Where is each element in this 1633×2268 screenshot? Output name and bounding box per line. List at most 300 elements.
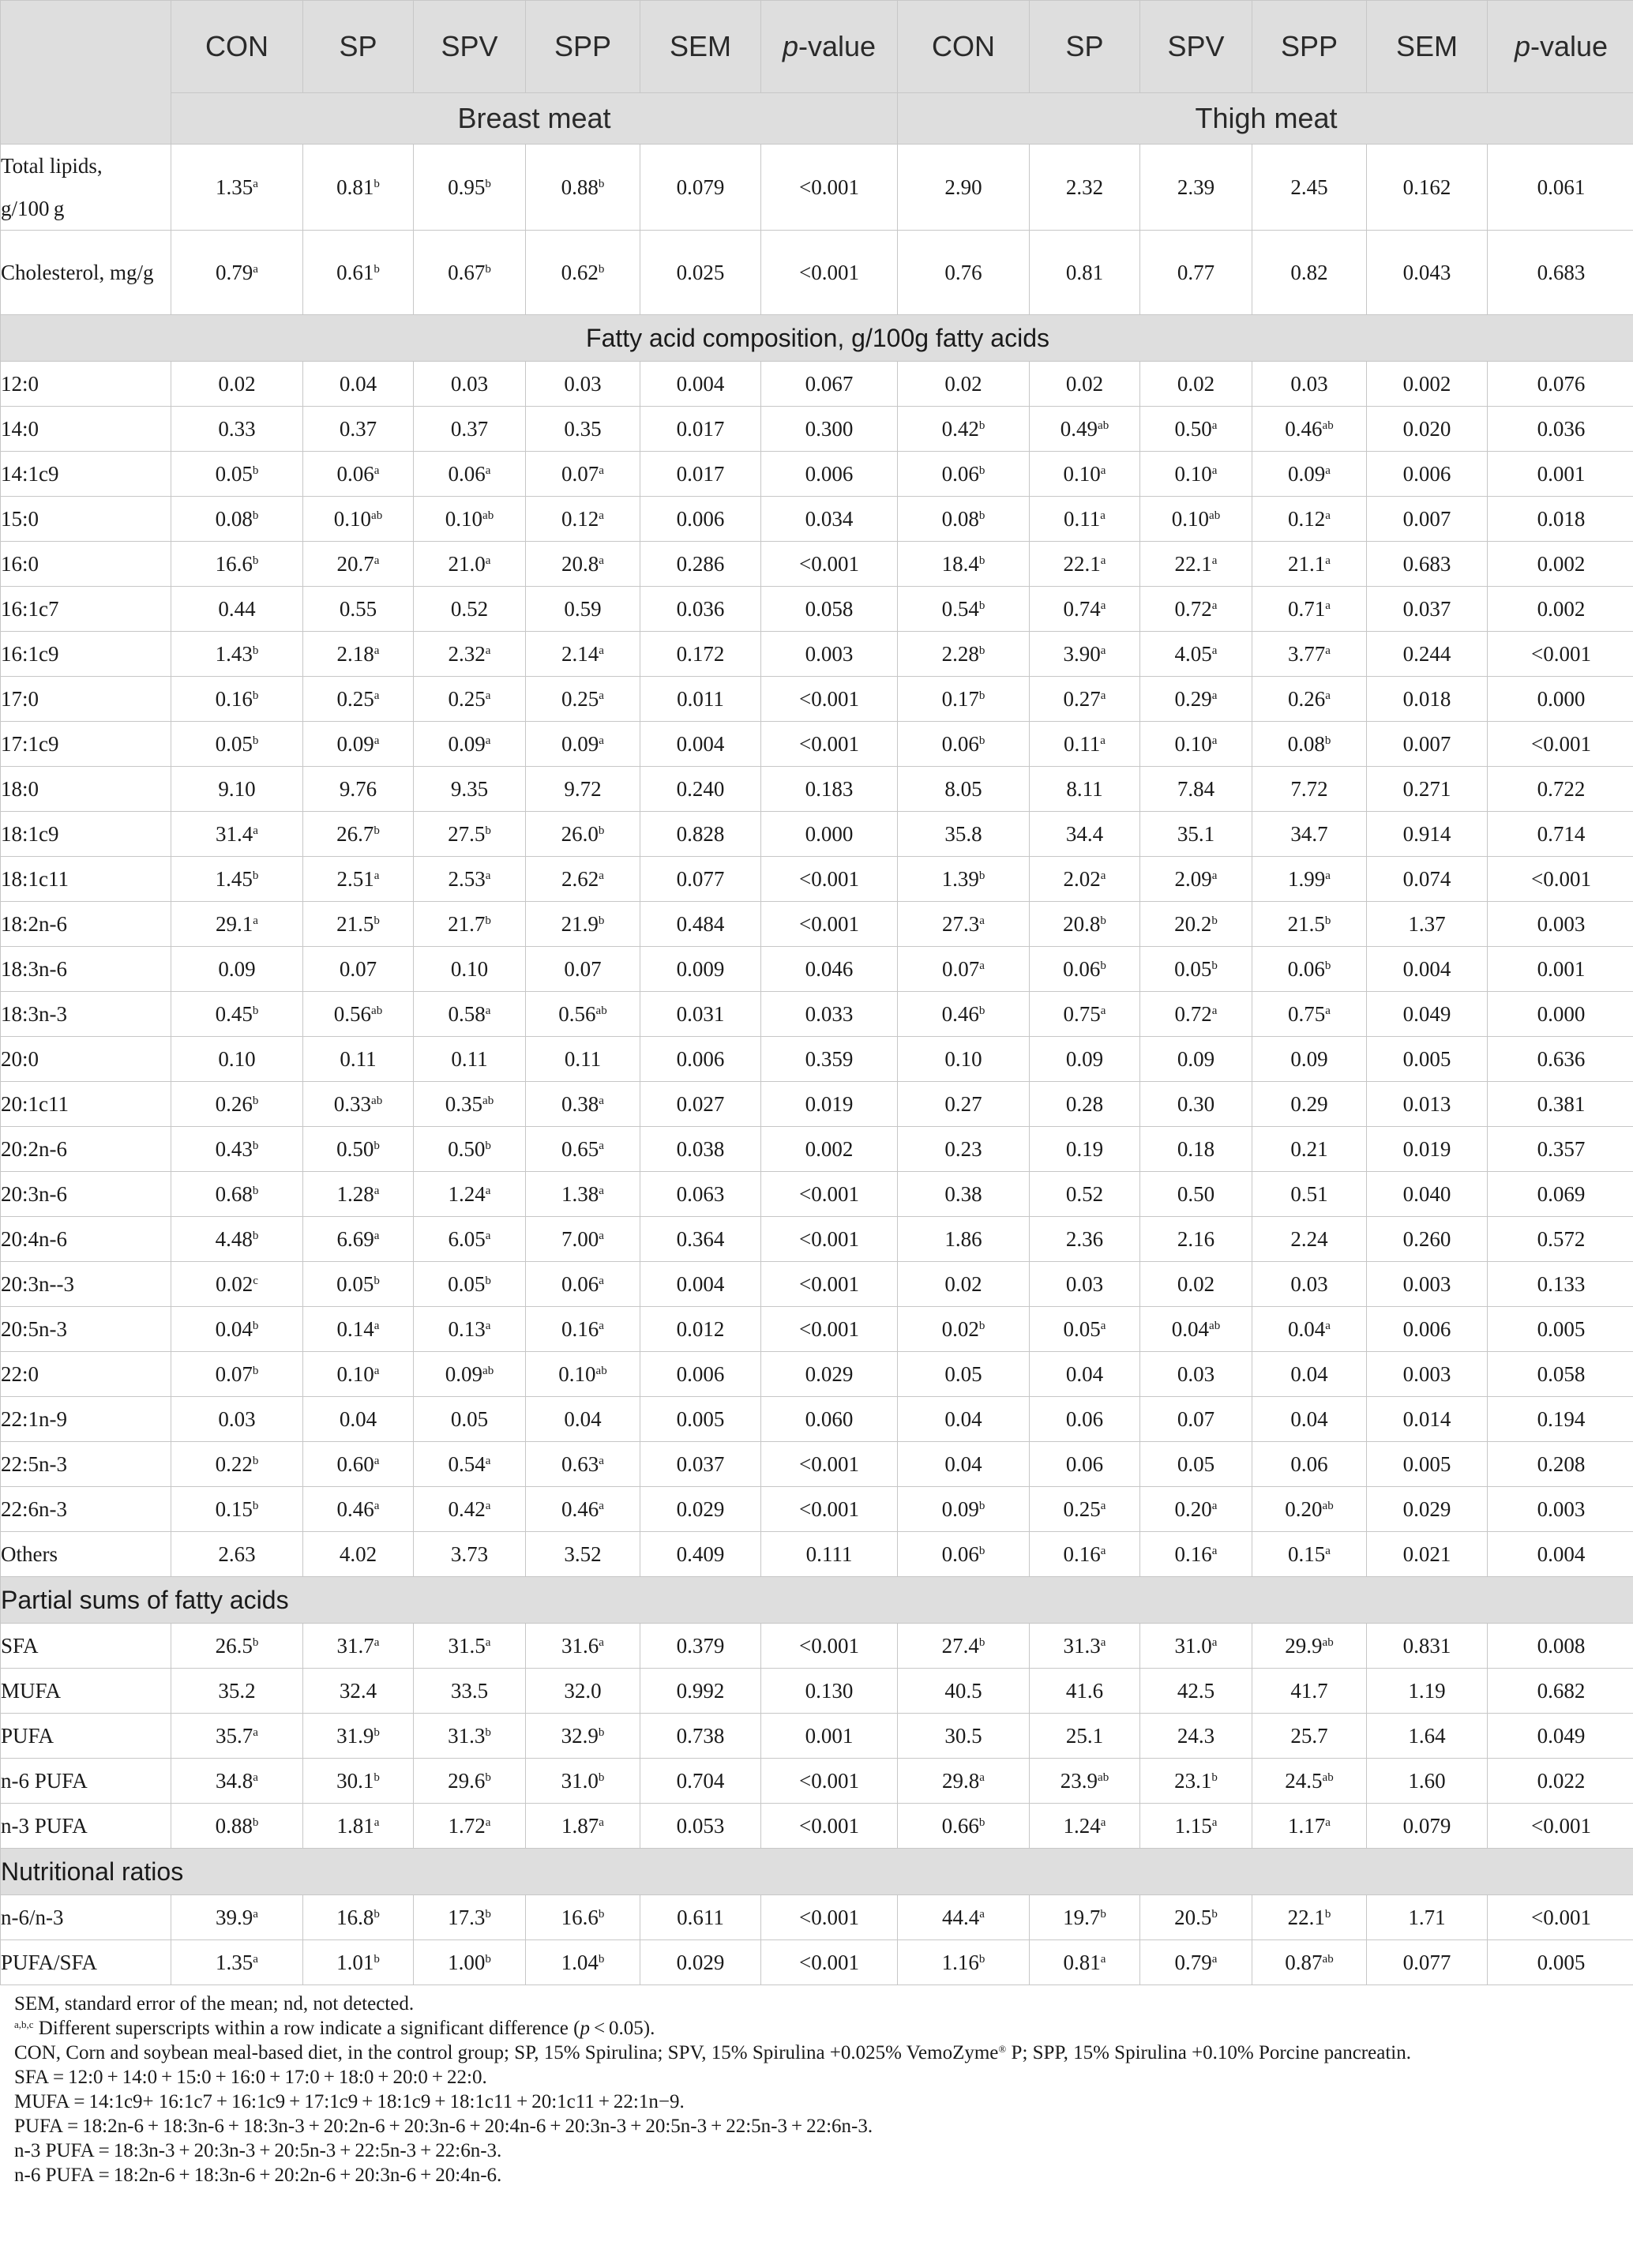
cell-spv-thigh — [1140, 1262, 1252, 1307]
cell-pvalue-breast — [761, 145, 898, 231]
row-label: 17:1c9 — [1, 722, 171, 767]
significance-superscript: b — [485, 1139, 491, 1152]
significance-superscript: a — [1211, 1952, 1218, 1966]
cell-value: 2.32 — [448, 641, 486, 666]
cell-value: 0.027 — [676, 1091, 725, 1116]
cell-value: 1.99 — [1288, 866, 1326, 891]
table-row — [1, 1804, 1633, 1849]
cell-con-breast — [171, 1307, 303, 1352]
significance-superscript: b — [1211, 1770, 1218, 1784]
cell-con-breast — [171, 1487, 303, 1532]
cell-value: 0.10 — [1174, 461, 1212, 486]
cell-pvalue-thigh — [1488, 1307, 1633, 1352]
significance-superscript: b — [374, 1274, 380, 1287]
cell-value: 0.046 — [805, 956, 854, 981]
significance-superscript: a — [1325, 869, 1331, 882]
significance-superscript: a — [1211, 554, 1218, 567]
cell-value: 0.04 — [339, 371, 377, 396]
cell-con-breast — [171, 1624, 303, 1669]
cell-value: 0.12 — [561, 506, 599, 531]
cell-value: 0.002 — [805, 1136, 854, 1161]
cell-sp-breast — [303, 1624, 414, 1669]
cell-pvalue-breast — [761, 677, 898, 722]
significance-superscript: a — [979, 1770, 985, 1784]
table-row — [1, 1127, 1633, 1172]
cell-spv-breast — [414, 542, 526, 587]
cell-pvalue-breast — [761, 1759, 898, 1804]
cell-value: 0.05 — [450, 1406, 489, 1431]
cell-value: 0.15 — [1288, 1541, 1326, 1566]
cell-sp-breast — [303, 1307, 414, 1352]
significance-superscript: a — [1211, 869, 1218, 882]
cell-spv-thigh — [1140, 1624, 1252, 1669]
cell-sem-breast — [640, 407, 761, 452]
cell-value: 35.7 — [216, 1723, 253, 1748]
table-row — [1, 1082, 1633, 1127]
cell-pvalue-thigh — [1488, 542, 1633, 587]
cell-value: 2.36 — [1065, 1226, 1104, 1251]
cell-sem-breast — [640, 767, 761, 812]
row-label: n-3 PUFA — [1, 1804, 171, 1849]
cell-value: 0.043 — [1402, 261, 1451, 284]
cell-value: 0.42 — [941, 416, 979, 441]
cell-value: 0.07 — [339, 956, 377, 981]
cell-value: 9.10 — [218, 776, 256, 801]
cell-value: 0.019 — [1402, 1136, 1451, 1161]
cell-pvalue-breast — [761, 992, 898, 1037]
cell-value: <0.001 — [799, 175, 859, 199]
cell-value: 0.012 — [676, 1316, 725, 1341]
significance-superscript: a — [1100, 1816, 1106, 1829]
cell-con-thigh — [898, 992, 1030, 1037]
cell-value: 0.017 — [676, 416, 725, 441]
cell-value: 0.738 — [676, 1723, 725, 1748]
cell-value: 31.7 — [336, 1633, 374, 1658]
cell-value: <0.001 — [799, 1316, 859, 1341]
row-label: Others — [1, 1532, 171, 1577]
significance-superscript: a — [1100, 1004, 1106, 1017]
cell-value: 0.008 — [1537, 1633, 1586, 1658]
cell-value: 1.15 — [1174, 1813, 1212, 1838]
row-label: PUFA/SFA — [1, 1940, 171, 1985]
cell-value: 0.364 — [676, 1226, 725, 1251]
cell-pvalue-breast — [761, 452, 898, 497]
cell-value: 0.16 — [561, 1316, 599, 1341]
cell-value: 0.005 — [1402, 1046, 1451, 1071]
cell-value: 3.73 — [450, 1541, 489, 1566]
cell-sp-thigh — [1030, 1262, 1140, 1307]
significance-superscript: a — [1100, 644, 1106, 657]
cell-value: 0.09 — [336, 731, 374, 756]
cell-sem-breast — [640, 1804, 761, 1849]
cell-con-breast — [171, 1669, 303, 1714]
cell-value: 30.1 — [336, 1768, 374, 1793]
significance-superscript: b — [252, 464, 259, 477]
cell-pvalue-breast — [761, 1307, 898, 1352]
significance-superscript: b — [252, 1454, 259, 1467]
cell-value: 0.357 — [1537, 1136, 1586, 1161]
cell-value: 0.06 — [941, 731, 979, 756]
cell-value: 33.5 — [450, 1678, 489, 1703]
table-row — [1, 902, 1633, 947]
cell-con-breast — [171, 1037, 303, 1082]
cell-value: 0.09 — [1288, 461, 1326, 486]
cell-sem-thigh — [1367, 1262, 1488, 1307]
footnote-sem: SEM, standard error of the mean; nd, not detected. — [14, 1993, 415, 2015]
cell-pvalue-breast — [761, 1940, 898, 1985]
cell-spv-breast — [414, 231, 526, 315]
cell-spp-thigh — [1252, 1082, 1367, 1127]
cell-value: 0.04 — [1290, 1406, 1328, 1431]
cell-value: 0.271 — [1402, 776, 1451, 801]
cell-value: 0.003 — [1537, 1496, 1586, 1521]
cell-con-thigh — [898, 497, 1030, 542]
cell-sem-breast — [640, 1217, 761, 1262]
cell-spp-breast — [526, 947, 640, 992]
cell-sp-breast — [303, 632, 414, 677]
significance-superscript: b — [485, 1770, 491, 1784]
significance-superscript: a — [1211, 464, 1218, 477]
cell-con-breast — [171, 1714, 303, 1759]
cell-value: 0.88 — [561, 175, 599, 199]
cell-con-thigh — [898, 857, 1030, 902]
cell-con-thigh — [898, 452, 1030, 497]
cell-value: 0.003 — [1537, 911, 1586, 936]
significance-superscript: b — [374, 1770, 380, 1784]
cell-value: 0.37 — [450, 416, 489, 441]
cell-sem-breast — [640, 542, 761, 587]
cell-spv-breast — [414, 1262, 526, 1307]
cell-pvalue-thigh — [1488, 1217, 1633, 1262]
table-row — [1, 1714, 1633, 1759]
significance-superscript: b — [374, 178, 380, 190]
cell-con-thigh — [898, 1804, 1030, 1849]
header-row-groups — [1, 1, 1633, 93]
cell-sp-thigh — [1030, 1669, 1140, 1714]
cell-value: 31.6 — [561, 1633, 599, 1658]
table-row — [1, 1895, 1633, 1940]
cell-value: 0.54 — [448, 1451, 486, 1476]
significance-superscript: a — [1100, 869, 1106, 882]
significance-superscript: ab — [595, 1364, 607, 1377]
cell-sp-breast — [303, 1172, 414, 1217]
col-header-pvalue-thigh: p-value — [1488, 1, 1633, 93]
cell-sem-thigh — [1367, 767, 1488, 812]
row-label: PUFA — [1, 1714, 171, 1759]
cell-sp-breast — [303, 587, 414, 632]
significance-superscript: a — [1100, 1635, 1106, 1649]
significance-superscript: ab — [1322, 1635, 1334, 1649]
col-header-sp-breast: SP — [303, 1, 414, 93]
cell-sem-thigh — [1367, 1127, 1488, 1172]
significance-superscript: c — [253, 1274, 258, 1287]
cell-con-thigh — [898, 1532, 1030, 1577]
row-label: 20:1c11 — [1, 1082, 171, 1127]
cell-value: 16.6 — [215, 551, 253, 576]
cell-sp-thigh — [1030, 145, 1140, 231]
cell-value: 16.8 — [336, 1905, 374, 1929]
row-label: 16:0 — [1, 542, 171, 587]
cell-sp-breast — [303, 857, 414, 902]
cell-value: 0.81 — [336, 175, 374, 199]
significance-superscript: b — [252, 1319, 259, 1332]
cell-value: 0.06 — [941, 461, 979, 486]
cell-value: 0.038 — [676, 1136, 725, 1161]
significance-superscript: a — [253, 1770, 258, 1784]
cell-value: 0.29 — [1174, 686, 1212, 711]
cell-sem-thigh — [1367, 677, 1488, 722]
cell-value: 0.025 — [676, 261, 725, 284]
significance-superscript: a — [1211, 689, 1218, 702]
cell-value: <0.001 — [1531, 1813, 1591, 1838]
significance-superscript: a — [1100, 554, 1106, 567]
cell-value: 0.76 — [944, 261, 982, 284]
cell-con-breast — [171, 722, 303, 767]
cell-value: 17.3 — [448, 1905, 486, 1929]
cell-value: 24.5 — [1285, 1768, 1323, 1793]
significance-superscript: b — [598, 824, 605, 837]
cell-value: 0.02 — [1177, 1271, 1215, 1296]
cell-pvalue-thigh — [1488, 1624, 1633, 1669]
cell-con-breast — [171, 632, 303, 677]
significance-superscript: a — [599, 1274, 604, 1287]
header-row-tissue — [1, 93, 1633, 145]
cell-value: 8.05 — [944, 776, 982, 801]
significance-superscript: b — [598, 914, 605, 927]
cell-value: 1.39 — [941, 866, 979, 891]
cell-spp-breast — [526, 452, 640, 497]
row-label: 16:1c7 — [1, 587, 171, 632]
significance-superscript: a — [599, 1139, 604, 1152]
cell-value: 0.77 — [1177, 261, 1215, 284]
cell-spv-breast — [414, 1307, 526, 1352]
significance-superscript: a — [599, 1499, 604, 1512]
cell-value: 0.020 — [1402, 416, 1451, 441]
significance-superscript: a — [253, 263, 258, 276]
cell-value: 29.8 — [942, 1768, 980, 1793]
cell-con-thigh — [898, 1940, 1030, 1985]
cell-value: 0.50 — [1177, 1181, 1215, 1206]
cell-spv-breast — [414, 1037, 526, 1082]
cell-pvalue-thigh — [1488, 452, 1633, 497]
cell-value: 0.25 — [448, 686, 486, 711]
cell-pvalue-breast — [761, 902, 898, 947]
table-row — [1, 1262, 1633, 1307]
cell-pvalue-breast — [761, 231, 898, 315]
cell-sp-thigh — [1030, 1940, 1140, 1985]
cell-value: 21.0 — [448, 551, 486, 576]
cell-value: 1.35 — [216, 175, 253, 199]
cell-value: 2.14 — [561, 641, 599, 666]
significance-superscript: b — [252, 1364, 259, 1377]
significance-superscript: b — [252, 689, 259, 702]
cell-value: <0.001 — [1531, 866, 1591, 891]
cell-value: 4.02 — [339, 1541, 377, 1566]
cell-value: 0.33 — [333, 1091, 372, 1116]
cell-value: 0.000 — [805, 821, 854, 846]
cell-value: 0.006 — [1402, 1316, 1451, 1341]
significance-superscript: b — [978, 1319, 985, 1332]
cell-value: 7.00 — [561, 1226, 599, 1251]
cell-spv-breast — [414, 407, 526, 452]
significance-superscript: b — [374, 1139, 380, 1152]
cell-value: 27.3 — [942, 911, 980, 936]
cell-spv-thigh — [1140, 1352, 1252, 1397]
cell-value: 32.0 — [564, 1678, 602, 1703]
cell-pvalue-breast — [761, 1714, 898, 1759]
cell-pvalue-thigh — [1488, 145, 1633, 231]
table-row — [1, 452, 1633, 497]
cell-value: 0.10 — [445, 506, 483, 531]
cell-con-breast — [171, 1127, 303, 1172]
footnote-pufa: PUFA = 18:2n-6 + 18:3n-6 + 18:3n-3 + 20:2n-6 + 20:3n-6 + 20:4n-6 + 20:3n-3 + 20:5n-3 + 22:5n-3 + 22:6n-3. — [14, 2116, 873, 2137]
cell-value: 0.208 — [1537, 1451, 1586, 1476]
significance-superscript: ab — [482, 1364, 494, 1377]
cell-value: 0.87 — [1285, 1950, 1323, 1974]
row-label: 22:1n-9 — [1, 1397, 171, 1442]
cell-value: <0.001 — [799, 731, 859, 756]
cell-spp-breast — [526, 587, 640, 632]
table-row — [1, 1172, 1633, 1217]
cell-con-breast — [171, 1082, 303, 1127]
cell-value: 0.05 — [1177, 1451, 1215, 1476]
cell-spv-breast — [414, 497, 526, 542]
cell-spv-thigh — [1140, 542, 1252, 587]
cell-spv-thigh — [1140, 452, 1252, 497]
significance-superscript: ab — [1209, 509, 1221, 522]
cell-spv-breast — [414, 902, 526, 947]
cell-spv-thigh — [1140, 947, 1252, 992]
cell-value: 32.9 — [561, 1723, 599, 1748]
cell-value: <0.001 — [799, 1271, 859, 1296]
significance-superscript: a — [1100, 734, 1106, 747]
cell-value: 0.10 — [336, 1361, 374, 1386]
cell-value: 40.5 — [944, 1678, 982, 1703]
cell-spp-thigh — [1252, 1352, 1367, 1397]
cell-value: 0.05 — [215, 731, 253, 756]
cell-sp-breast — [303, 1217, 414, 1262]
cell-spv-thigh — [1140, 1532, 1252, 1577]
cell-con-breast — [171, 857, 303, 902]
cell-sp-thigh — [1030, 1172, 1140, 1217]
cell-value: 29.1 — [216, 911, 253, 936]
significance-superscript: a — [1325, 644, 1331, 657]
cell-sem-breast — [640, 722, 761, 767]
cell-value: 8.11 — [1066, 776, 1103, 801]
cell-value: 0.005 — [1402, 1451, 1451, 1476]
cell-value: 0.50 — [1174, 416, 1212, 441]
significance-superscript: b — [374, 824, 380, 837]
cell-con-thigh — [898, 407, 1030, 452]
cell-value: 1.19 — [1408, 1678, 1446, 1703]
cell-value: 0.26 — [215, 1091, 253, 1116]
cell-value: 0.37 — [339, 416, 377, 441]
cell-value: 1.72 — [448, 1813, 486, 1838]
cell-pvalue-thigh — [1488, 1397, 1633, 1442]
cell-value: 0.11 — [340, 1046, 377, 1071]
cell-pvalue-breast — [761, 1397, 898, 1442]
cell-value: 0.21 — [1290, 1136, 1328, 1161]
cell-spp-breast — [526, 1487, 640, 1532]
cell-value: 31.5 — [448, 1633, 486, 1658]
cell-value: <0.001 — [799, 261, 859, 284]
cell-value: 0.50 — [448, 1136, 486, 1161]
cell-value: 0.05 — [1174, 956, 1212, 981]
cell-value: 0.50 — [336, 1136, 374, 1161]
cell-value: 0.02 — [941, 1316, 979, 1341]
cell-value: 0.04 — [1065, 1361, 1104, 1386]
cell-sem-breast — [640, 1669, 761, 1714]
row-label: Total lipids, g/100 g — [1, 145, 171, 231]
cell-value: <0.001 — [799, 911, 859, 936]
row-label: 20:2n-6 — [1, 1127, 171, 1172]
significance-superscript: b — [1324, 914, 1331, 927]
cell-pvalue-breast — [761, 857, 898, 902]
row-label: 20:3n-6 — [1, 1172, 171, 1217]
cell-value: 0.194 — [1537, 1406, 1586, 1431]
cell-spp-thigh — [1252, 145, 1367, 231]
cell-value: 0.46 — [941, 1001, 979, 1026]
cell-con-breast — [171, 1442, 303, 1487]
significance-superscript: b — [374, 1952, 380, 1966]
cell-sp-breast — [303, 1940, 414, 1985]
cell-spp-breast — [526, 722, 640, 767]
cell-spp-thigh — [1252, 722, 1367, 767]
significance-superscript: b — [485, 1725, 491, 1739]
cell-value: 4.05 — [1174, 641, 1212, 666]
cell-value: 0.03 — [450, 371, 489, 396]
table-row — [1, 1624, 1633, 1669]
cell-con-thigh — [898, 632, 1030, 677]
table-row — [1, 992, 1633, 1037]
cell-value: 42.5 — [1177, 1678, 1215, 1703]
cell-sem-breast — [640, 857, 761, 902]
cell-value: 0.06 — [1065, 1451, 1104, 1476]
cell-sem-breast — [640, 1037, 761, 1082]
significance-superscript: ab — [1322, 1952, 1334, 1966]
significance-superscript: a — [374, 1454, 380, 1467]
cell-con-thigh — [898, 1217, 1030, 1262]
significance-superscript: a — [374, 1816, 380, 1829]
cell-spv-thigh — [1140, 1895, 1252, 1940]
cell-value: 24.3 — [1177, 1723, 1215, 1748]
cell-value: 21.5 — [336, 911, 374, 936]
cell-value: 0.005 — [1537, 1950, 1586, 1974]
cell-value: 0.27 — [944, 1091, 982, 1116]
cell-sp-breast — [303, 902, 414, 947]
cell-value: 0.61 — [336, 261, 374, 284]
table-row — [1, 542, 1633, 587]
cell-sem-thigh — [1367, 1442, 1488, 1487]
significance-superscript: a — [485, 1499, 491, 1512]
significance-superscript: a — [253, 178, 258, 190]
cell-con-breast — [171, 145, 303, 231]
cell-value: 25.7 — [1290, 1723, 1328, 1748]
cell-spp-breast — [526, 812, 640, 857]
cell-sp-breast — [303, 1804, 414, 1849]
cell-value: 0.04 — [339, 1406, 377, 1431]
cell-value: 0.484 — [676, 911, 725, 936]
cell-sem-thigh — [1367, 1669, 1488, 1714]
cell-value: 0.03 — [1290, 1271, 1328, 1296]
cell-value: <0.001 — [1531, 731, 1591, 756]
cell-value: 0.003 — [805, 641, 854, 666]
cell-value: 0.049 — [1402, 1001, 1451, 1026]
cell-value: 0.260 — [1402, 1226, 1451, 1251]
cell-pvalue-thigh — [1488, 992, 1633, 1037]
cell-value: 0.28 — [1065, 1091, 1104, 1116]
cell-value: 0.71 — [1288, 596, 1326, 621]
